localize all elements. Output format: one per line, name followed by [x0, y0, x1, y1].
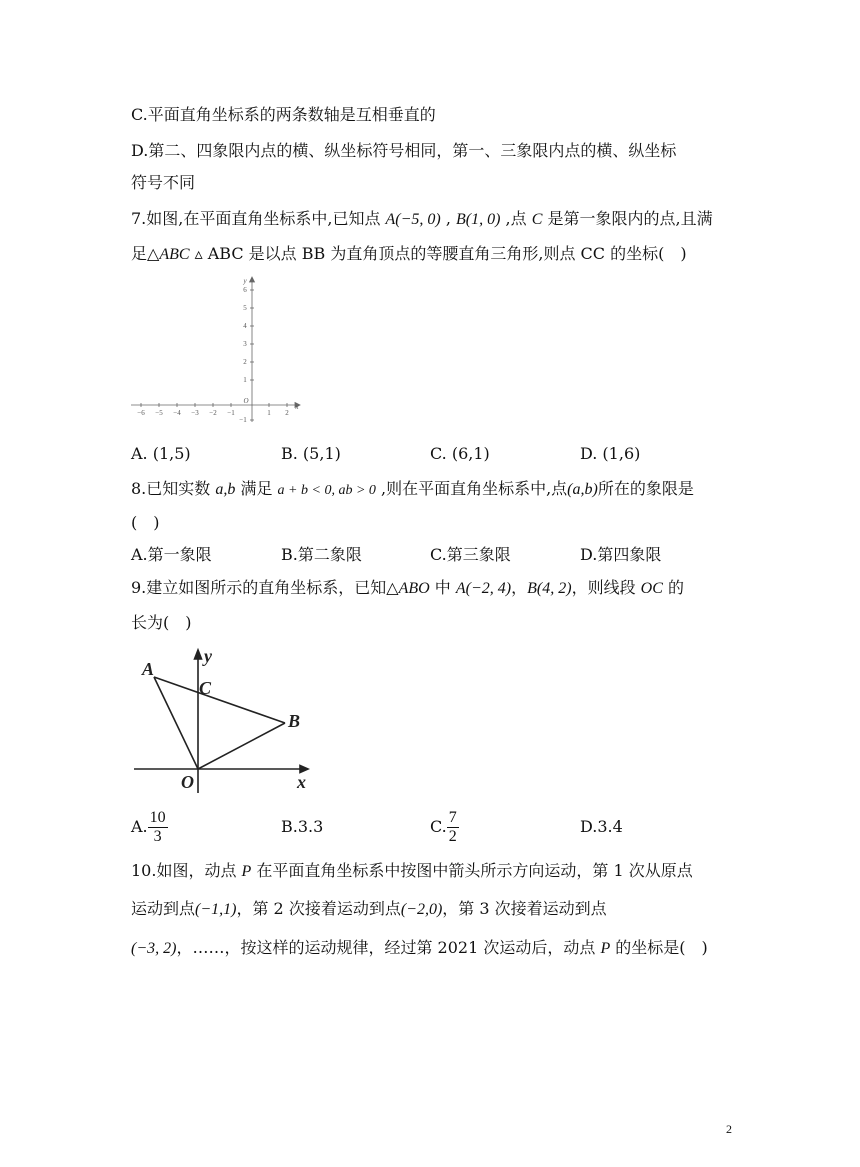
q9-label-b: B	[288, 711, 301, 731]
q7-x-label: x	[295, 403, 299, 411]
q7-stem-line2: 足△ABC ▵ ABC 是以点 BB 为直角顶点的等腰直角三角形,则点 CC 的坐标( )	[131, 244, 687, 263]
q10-stem-line3: (−3, 2)，……，按这样的运动规律，经过第 2021 次运动后，动点 P 的坐标是( )	[131, 938, 708, 957]
q7-coordinate-grid-figure	[125, 272, 310, 422]
q9-stem-line1: 9.建立如图所示的直角坐标系，已知△ABO 中 A(−2, 4)，B(4, 2)，则线段 OC 的	[131, 578, 684, 597]
q9-triangle-figure	[130, 645, 330, 795]
q7-xtick-neg2: −2	[209, 409, 217, 417]
q9-label-o: O	[181, 772, 194, 792]
q9-label-c: C	[199, 678, 212, 698]
q6-option-d-line1: D.第二、四象限内点的横、纵坐标符号相同，第一、三象限内点的横、纵坐标	[131, 141, 677, 160]
q7-ytick-6: 6	[243, 286, 247, 294]
q7-xtick-neg4: −4	[173, 409, 181, 417]
q8-option-a: A.第一象限	[131, 545, 212, 564]
q7-ytick-2: 2	[243, 358, 247, 366]
q8-stem-line1: 8.已知实数 a,b 满足 a + b < 0, ab > 0 ,则在平面直角坐标系中,点(a,b)所在的象限是	[131, 479, 694, 498]
q7-ytick-3: 3	[243, 340, 247, 348]
q7-ytick-1: 1	[243, 376, 247, 384]
q9-option-c-fraction: $\frac{7}{2}$	[448, 809, 457, 845]
q10-stem-line2: 运动到点(−1,1)，第 2 次接着运动到点(−2,0)，第 3 次接着运动到点	[131, 899, 607, 918]
q7-stem-line1: 7.如图,在平面直角坐标系中,已知点 A(−5, 0) , B(1, 0) ,点 C 是第一象限内的点,且满	[131, 209, 713, 228]
q8-option-d: D.第四象限	[580, 545, 662, 564]
q7-option-c: C. (6,1)	[430, 444, 490, 463]
q7-xtick-neg3: −3	[191, 409, 199, 417]
q9-stem-line2: 长为( )	[131, 613, 192, 632]
q8-option-c: C.第三象限	[430, 545, 511, 564]
q9-y-arrow	[195, 650, 202, 659]
q7-origin-label: O	[243, 397, 249, 405]
q9-label-y: y	[204, 646, 212, 666]
q9-option-a: A. $\frac{10}{3}$	[131, 809, 166, 845]
q6-option-d-line2: 符号不同	[131, 173, 196, 192]
q7-ytick-5: 5	[243, 304, 247, 312]
q7-y-label: y	[243, 277, 247, 285]
q7-option-a: A. (1,5)	[131, 444, 191, 463]
q7-ytick-4: 4	[243, 322, 247, 330]
q10-stem-line1: 10.如图，动点 P 在平面直角坐标系中按图中箭头所示方向运动，第 1 次从原点	[131, 861, 693, 880]
q7-xtick-neg6: −6	[137, 409, 145, 417]
q7-xtick-1: 1	[267, 409, 271, 417]
q7-xtick-2: 2	[285, 409, 289, 417]
q7-option-b: B. (5,1)	[281, 444, 341, 463]
q9-segment-ab	[154, 677, 285, 723]
q7-option-d: D. (1,6)	[580, 444, 641, 463]
q7-y-arrow	[250, 277, 255, 282]
q9-option-d: D.3.4	[580, 817, 623, 836]
q7-ytick-neg1: −1	[239, 416, 247, 422]
q7-xtick-neg1: −1	[227, 409, 235, 417]
q9-option-a-fraction: $\frac{10}{3}$	[149, 809, 166, 845]
q8-option-b: B.第二象限	[281, 545, 362, 564]
q9-segment-bo	[198, 723, 285, 769]
q7-xtick-neg5: −5	[155, 409, 163, 417]
page-number: 2	[726, 1122, 732, 1136]
q8-stem-line2: ( )	[131, 513, 160, 532]
q9-label-a: A	[142, 659, 155, 679]
q9-option-b: B.3.3	[281, 817, 324, 836]
q6-option-c: C.平面直角坐标系的两条数轴是互相垂直的	[131, 105, 436, 124]
q9-option-c: C. $\frac{7}{2}$	[430, 809, 457, 845]
q9-label-x: x	[297, 772, 306, 792]
